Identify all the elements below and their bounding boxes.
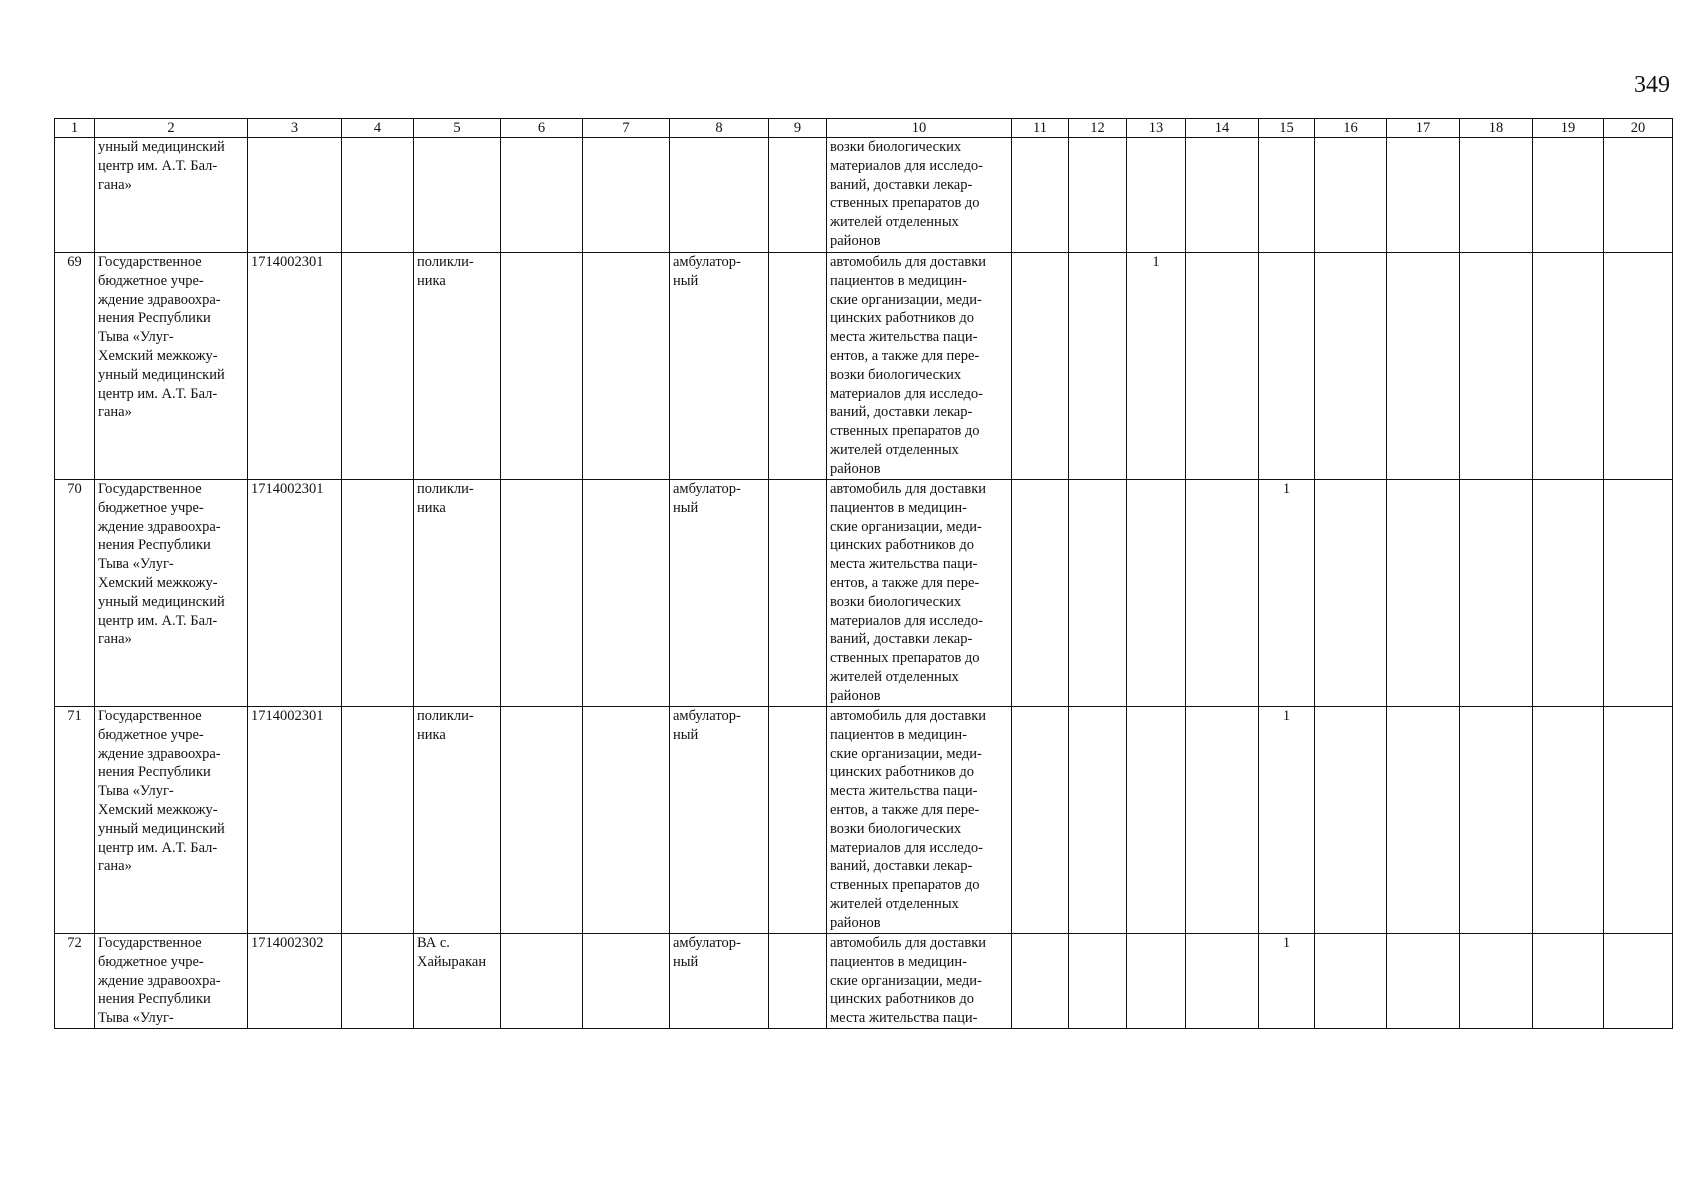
cell-col-12 — [1069, 934, 1127, 1029]
cell-col-19 — [1533, 253, 1604, 480]
cell-col-14 — [1186, 138, 1259, 253]
organization-code: 1714002301 — [248, 253, 342, 480]
cell-col-18 — [1460, 707, 1533, 934]
cell-col-18 — [1460, 253, 1533, 480]
table-row — [55, 934, 1673, 1029]
vehicle-purpose: возки биологических материалов для исследо- ваний, доставки лекар- ственных препаратов до жителей отделенных районов — [827, 138, 1012, 253]
cell-col-15: 1 — [1259, 480, 1315, 707]
organization-name: Государственное бюджетное учре- ждение здравоохра- нения Республики Тыва «Улуг- Хемский межкожу- унный медицинский центр им. А.Т. Бал- гана» — [95, 480, 248, 707]
col-header-17: 17 — [1387, 119, 1460, 138]
care-type: амбулатор- ный — [670, 480, 769, 707]
col-header-10: 10 — [827, 119, 1012, 138]
cell-col-15: 1 — [1259, 934, 1315, 1029]
organization-name: унный медицинский центр им. А.Т. Бал- гана» — [95, 138, 248, 253]
care-type — [670, 138, 769, 253]
cell-col-11 — [1012, 138, 1069, 253]
cell-col-4 — [342, 253, 414, 480]
unit-type: поликли- ника — [414, 707, 501, 934]
cell-col-7 — [583, 480, 670, 707]
organization-code: 1714002301 — [248, 707, 342, 934]
cell-col-6 — [501, 253, 583, 480]
cell-col-17 — [1387, 707, 1460, 934]
cell-col-19 — [1533, 934, 1604, 1029]
unit-type — [414, 138, 501, 253]
cell-col-14 — [1186, 253, 1259, 480]
cell-col-19 — [1533, 138, 1604, 253]
cell-col-18 — [1460, 138, 1533, 253]
cell-col-6 — [501, 480, 583, 707]
cell-col-16 — [1315, 707, 1387, 934]
col-header-15: 15 — [1259, 119, 1315, 138]
unit-type: поликли- ника — [414, 253, 501, 480]
cell-col-13 — [1127, 707, 1186, 934]
col-header-6: 6 — [501, 119, 583, 138]
cell-col-20 — [1604, 480, 1673, 707]
cell-col-20 — [1604, 253, 1673, 480]
cell-col-4 — [342, 934, 414, 1029]
cell-col-9 — [769, 138, 827, 253]
cell-col-17 — [1387, 138, 1460, 253]
cell-col-18 — [1460, 934, 1533, 1029]
cell-col-7 — [583, 138, 670, 253]
cell-col-12 — [1069, 253, 1127, 480]
vehicle-purpose: автомобиль для доставки пациентов в медицин- ские организации, меди- цинских работников до места жительства паци- — [827, 934, 1012, 1029]
row-number: 72 — [55, 934, 95, 1029]
cell-col-17 — [1387, 480, 1460, 707]
vehicle-purpose: автомобиль для доставки пациентов в медицин- ские организации, меди- цинских работников до места жительства паци- ентов, а также для пере- возки биологических материалов для исследо- ваний, доставки лекар- ственных препаратов до жителей отделенных районов — [827, 707, 1012, 934]
cell-col-12 — [1069, 707, 1127, 934]
unit-type: поликли- ника — [414, 480, 501, 707]
col-header-13: 13 — [1127, 119, 1186, 138]
table-row — [55, 480, 1673, 707]
col-header-5: 5 — [414, 119, 501, 138]
cell-col-9 — [769, 480, 827, 707]
row-number — [55, 138, 95, 253]
row-number: 71 — [55, 707, 95, 934]
cell-col-9 — [769, 253, 827, 480]
col-header-16: 16 — [1315, 119, 1387, 138]
cell-col-17 — [1387, 253, 1460, 480]
col-header-7: 7 — [583, 119, 670, 138]
row-number: 70 — [55, 480, 95, 707]
table-row — [55, 138, 1673, 253]
organization-name: Государственное бюджетное учре- ждение здравоохра- нения Республики Тыва «Улуг- Хемский межкожу- унный медицинский центр им. А.Т. Бал- гана» — [95, 707, 248, 934]
cell-col-19 — [1533, 707, 1604, 934]
cell-col-11 — [1012, 934, 1069, 1029]
col-header-11: 11 — [1012, 119, 1069, 138]
table-row — [55, 253, 1673, 480]
cell-col-13 — [1127, 138, 1186, 253]
cell-col-11 — [1012, 707, 1069, 934]
col-header-19: 19 — [1533, 119, 1604, 138]
cell-col-20 — [1604, 934, 1673, 1029]
cell-col-12 — [1069, 480, 1127, 707]
col-header-14: 14 — [1186, 119, 1259, 138]
transport-table — [54, 118, 1673, 1029]
cell-col-16 — [1315, 934, 1387, 1029]
col-header-8: 8 — [670, 119, 769, 138]
cell-col-13: 1 — [1127, 253, 1186, 480]
page-number: 349 — [1634, 72, 1670, 98]
cell-col-14 — [1186, 480, 1259, 707]
cell-col-15 — [1259, 138, 1315, 253]
care-type: амбулатор- ный — [670, 707, 769, 934]
cell-col-19 — [1533, 480, 1604, 707]
cell-col-7 — [583, 934, 670, 1029]
cell-col-16 — [1315, 138, 1387, 253]
cell-col-15: 1 — [1259, 707, 1315, 934]
organization-code: 1714002302 — [248, 934, 342, 1029]
cell-col-20 — [1604, 707, 1673, 934]
cell-col-16 — [1315, 253, 1387, 480]
cell-col-11 — [1012, 480, 1069, 707]
col-header-12: 12 — [1069, 119, 1127, 138]
col-header-3: 3 — [248, 119, 342, 138]
vehicle-purpose: автомобиль для доставки пациентов в медицин- ские организации, меди- цинских работников до места жительства паци- ентов, а также для пере- возки биологических материалов для исследо- ваний, доставки лекар- ственных препаратов до жителей отделенных районов — [827, 253, 1012, 480]
organization-name: Государственное бюджетное учре- ждение здравоохра- нения Республики Тыва «Улуг- Хемский межкожу- унный медицинский центр им. А.Т. Бал- гана» — [95, 253, 248, 480]
cell-col-6 — [501, 934, 583, 1029]
column-number-header — [55, 119, 1673, 138]
cell-col-16 — [1315, 480, 1387, 707]
col-header-20: 20 — [1604, 119, 1673, 138]
col-header-1: 1 — [55, 119, 95, 138]
cell-col-4 — [342, 138, 414, 253]
header-row — [55, 119, 1673, 138]
organization-code: 1714002301 — [248, 480, 342, 707]
organization-code — [248, 138, 342, 253]
cell-col-9 — [769, 707, 827, 934]
row-number: 69 — [55, 253, 95, 480]
cell-col-17 — [1387, 934, 1460, 1029]
cell-col-4 — [342, 480, 414, 707]
care-type: амбулатор- ный — [670, 253, 769, 480]
unit-type: ВА с. Хайыракан — [414, 934, 501, 1029]
cell-col-18 — [1460, 480, 1533, 707]
cell-col-13 — [1127, 480, 1186, 707]
col-header-18: 18 — [1460, 119, 1533, 138]
col-header-2: 2 — [95, 119, 248, 138]
organization-name: Государственное бюджетное учре- ждение здравоохра- нения Республики Тыва «Улуг- — [95, 934, 248, 1029]
cell-col-6 — [501, 138, 583, 253]
table-row — [55, 707, 1673, 934]
cell-col-14 — [1186, 934, 1259, 1029]
care-type: амбулатор- ный — [670, 934, 769, 1029]
cell-col-7 — [583, 707, 670, 934]
col-header-9: 9 — [769, 119, 827, 138]
cell-col-12 — [1069, 138, 1127, 253]
cell-col-6 — [501, 707, 583, 934]
cell-col-9 — [769, 934, 827, 1029]
cell-col-11 — [1012, 253, 1069, 480]
transport-table-container — [54, 118, 1673, 1029]
cell-col-13 — [1127, 934, 1186, 1029]
cell-col-14 — [1186, 707, 1259, 934]
cell-col-15 — [1259, 253, 1315, 480]
cell-col-7 — [583, 253, 670, 480]
vehicle-purpose: автомобиль для доставки пациентов в медицин- ские организации, меди- цинских работников до места жительства паци- ентов, а также для пере- возки биологических материалов для исследо- ваний, доставки лекар- ственных препаратов до жителей отделенных районов — [827, 480, 1012, 707]
col-header-4: 4 — [342, 119, 414, 138]
cell-col-4 — [342, 707, 414, 934]
cell-col-20 — [1604, 138, 1673, 253]
